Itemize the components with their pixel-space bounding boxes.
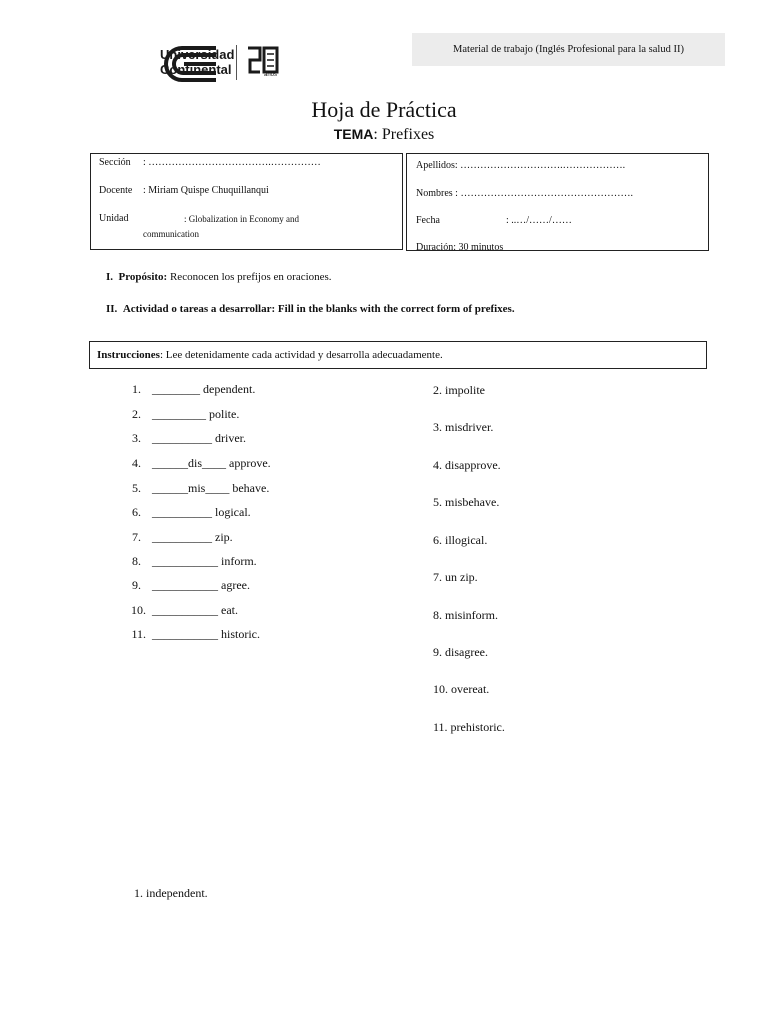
- course-info-box: [412, 33, 725, 66]
- answer-item: 5. misbehave.: [433, 495, 500, 509]
- answer-item: 6. illogical.: [433, 533, 488, 547]
- section-purpose-number: I.: [106, 271, 114, 283]
- exercise-item[interactable]: __________ zip.: [152, 530, 233, 544]
- exercise-number: 4.: [132, 456, 141, 470]
- instructions-box: [89, 341, 707, 369]
- section-activity-text: Actividad o tareas a desarrollar: Fill in the blanks with the correct form of prefixes.: [122, 303, 515, 315]
- university-name-line1: Universidad: [160, 47, 235, 62]
- answer-item: 9. disagree.: [433, 645, 488, 659]
- exercise-item[interactable]: ______mis____ behave.: [152, 481, 270, 495]
- apellidos-field[interactable]: : ………………………….……………….: [454, 160, 626, 171]
- docente-label: Docente: [99, 185, 133, 196]
- exercise-number: 6.: [132, 505, 141, 519]
- logo-divider: [236, 45, 237, 80]
- exercise-item[interactable]: __________ driver.: [152, 431, 246, 445]
- instructions-label: Instrucciones: [97, 349, 160, 361]
- answer-item: 3. misdriver.: [433, 420, 494, 434]
- tema-label: TEMA: [333, 126, 374, 142]
- section-purpose-label: Propósito:: [118, 271, 168, 283]
- nombres-label: Nombres: [416, 188, 453, 199]
- tema-value: : Prefixes: [373, 126, 435, 143]
- unidad-label: Unidad: [99, 213, 129, 224]
- exercise-item[interactable]: ______dis____ approve.: [152, 456, 271, 470]
- apellidos-label: Apellidos: [416, 160, 455, 171]
- seccion-field[interactable]: : ……………………………….……………: [143, 157, 321, 168]
- unidad-value-line2: communication: [143, 229, 199, 239]
- exercise-item[interactable]: ________ dependent.: [152, 382, 256, 396]
- university-name-line2: Continental: [160, 62, 232, 77]
- fecha-field[interactable]: : ..…/……/……: [506, 215, 572, 226]
- answer-item: 7. un zip.: [433, 570, 478, 584]
- exercise-item[interactable]: __________ logical.: [152, 505, 251, 519]
- exercise-number: 3.: [132, 431, 141, 445]
- answer-item: 2. impolite: [433, 383, 485, 397]
- exercise-item[interactable]: ___________ agree.: [152, 578, 250, 592]
- answer-item: 4. disapprove.: [433, 458, 501, 472]
- exercise-number: 1.: [132, 382, 141, 396]
- unidad-value-line1: : Globalization in Economy and: [184, 214, 299, 224]
- duracion-text: Duración: 30 minutos: [416, 242, 504, 251]
- exercise-item[interactable]: ___________ eat.: [152, 603, 238, 617]
- exercise-number: 10.: [131, 603, 146, 617]
- nombres-field[interactable]: : …………………………………………….: [455, 188, 633, 199]
- instructions-text: : Lee detenidamente cada actividad y desarrolla adecuadamente.: [159, 349, 443, 361]
- page-title: Hoja de Práctica: [311, 97, 457, 122]
- course-info-text: Material de trabajo (Inglés Profesional para la salud II): [453, 44, 684, 55]
- seccion-label: Sección: [99, 157, 131, 168]
- exercise-number: 11.: [131, 627, 146, 641]
- section-purpose-text: Reconocen los prefijos en oraciones.: [167, 271, 332, 283]
- exercise-number: 8.: [132, 554, 141, 568]
- page-subtitle: [0, 126, 768, 144]
- answer-item: 11. prehistoric.: [433, 720, 505, 734]
- exercise-number: 5.: [132, 481, 141, 495]
- university-name: [160, 47, 234, 77]
- years-label: años: [264, 72, 278, 78]
- section-activity-number: II.: [106, 303, 118, 315]
- footer-answer: 1. independent.: [134, 886, 208, 900]
- fecha-label: Fecha: [416, 215, 440, 226]
- exercise-number: 7.: [132, 530, 141, 544]
- exercise-item[interactable]: ___________ inform.: [152, 554, 257, 568]
- section-activity: [106, 303, 515, 315]
- answer-item: 10. overeat.: [433, 682, 490, 696]
- exercise-number: 9.: [132, 578, 141, 592]
- section-purpose: [106, 271, 332, 283]
- exercise-item[interactable]: ___________ historic.: [152, 627, 260, 641]
- student-info-right-box: [406, 153, 709, 251]
- docente-value: : Miriam Quispe Chuquillanqui: [143, 185, 269, 196]
- exercise-item[interactable]: _________ polite.: [152, 407, 240, 421]
- exercise-number: 2.: [132, 407, 141, 421]
- answer-item: 8. misinform.: [433, 608, 498, 622]
